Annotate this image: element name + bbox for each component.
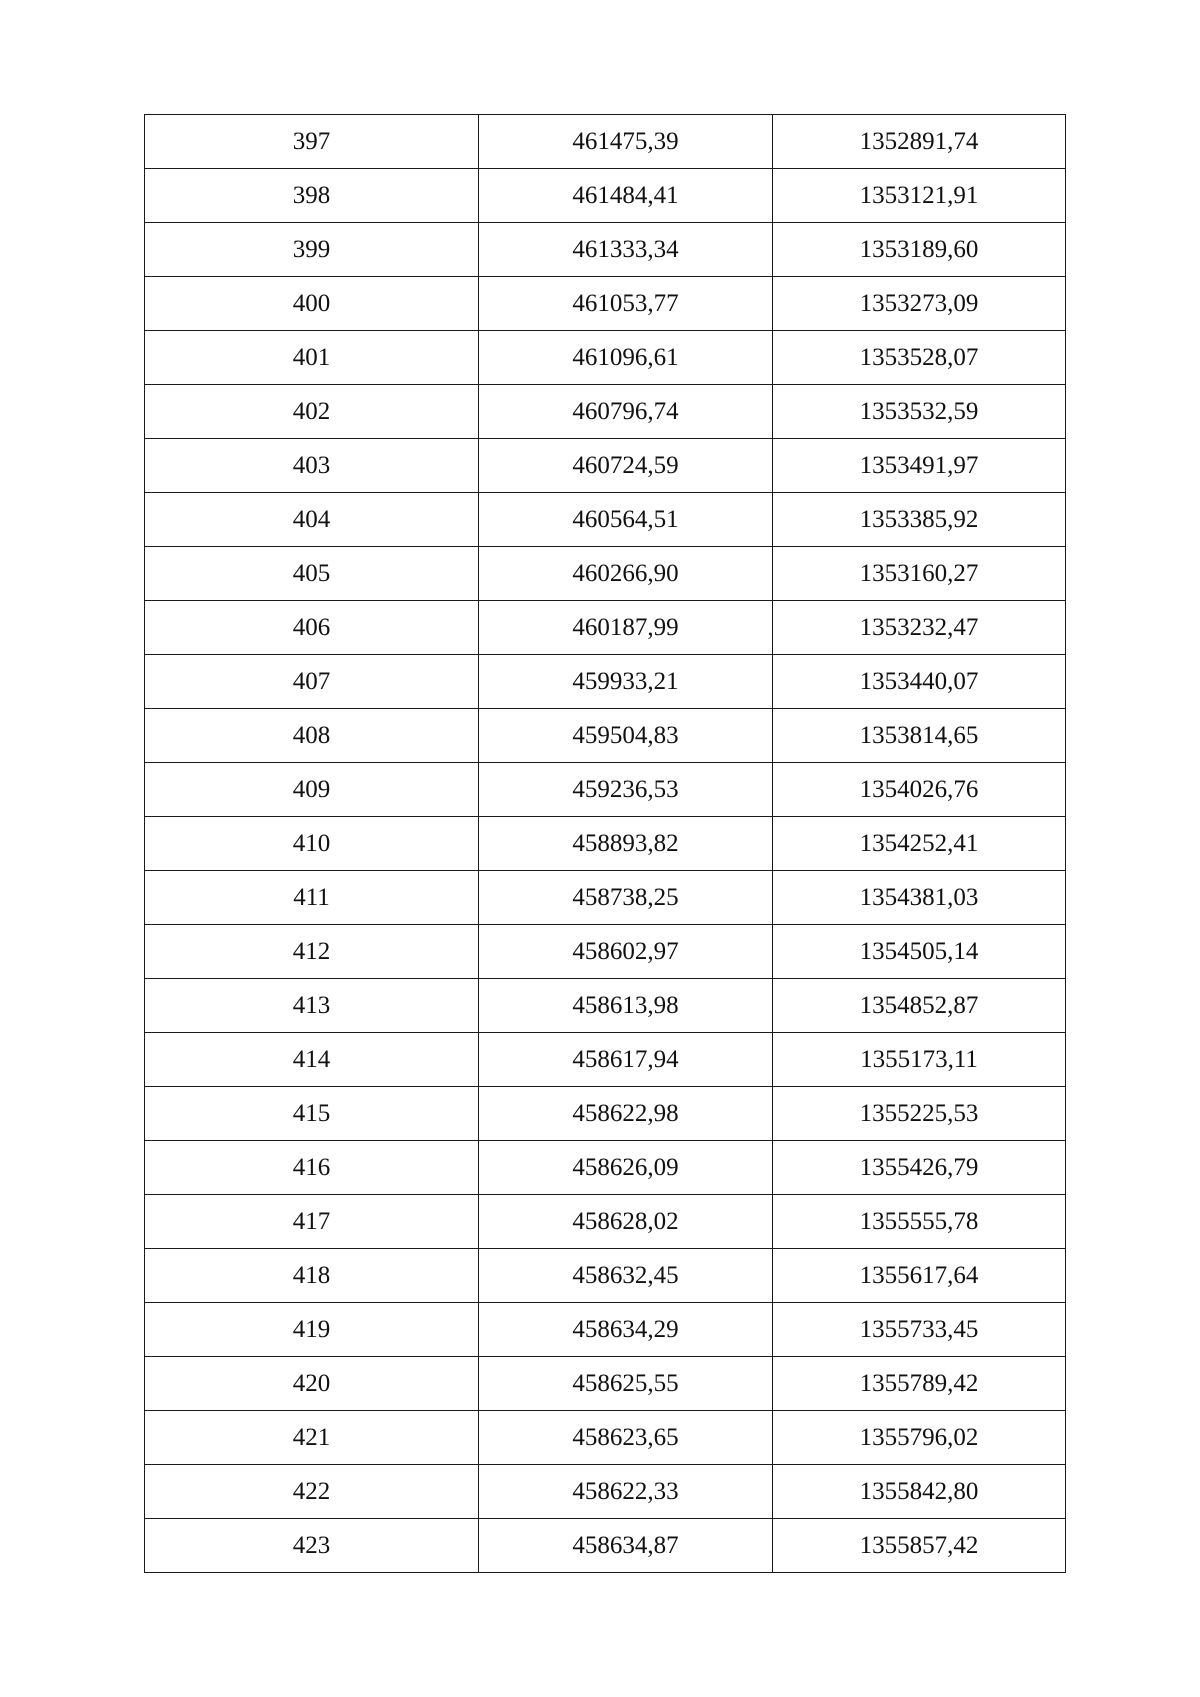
table-row <box>145 655 1066 709</box>
table-row <box>145 1357 1066 1411</box>
x-coordinate-cell: 458634,29 <box>479 1303 773 1357</box>
y-coordinate-cell: 1354026,76 <box>773 763 1066 817</box>
y-coordinate-cell: 1354852,87 <box>773 979 1066 1033</box>
x-coordinate-cell: 458625,55 <box>479 1357 773 1411</box>
table-row <box>145 763 1066 817</box>
x-coordinate-cell: 458623,65 <box>479 1411 773 1465</box>
y-coordinate-cell: 1354381,03 <box>773 871 1066 925</box>
point-number-cell: 413 <box>145 979 479 1033</box>
point-number-cell: 411 <box>145 871 479 925</box>
x-coordinate-cell: 459933,21 <box>479 655 773 709</box>
table-row <box>145 871 1066 925</box>
point-number-cell: 417 <box>145 1195 479 1249</box>
point-number-cell: 397 <box>145 115 479 169</box>
y-coordinate-cell: 1355426,79 <box>773 1141 1066 1195</box>
table-row <box>145 1195 1066 1249</box>
table-row <box>145 331 1066 385</box>
x-coordinate-cell: 460187,99 <box>479 601 773 655</box>
point-number-cell: 403 <box>145 439 479 493</box>
table-row <box>145 1033 1066 1087</box>
x-coordinate-cell: 458622,33 <box>479 1465 773 1519</box>
y-coordinate-cell: 1355857,42 <box>773 1519 1066 1573</box>
y-coordinate-cell: 1355225,53 <box>773 1087 1066 1141</box>
x-coordinate-cell: 461475,39 <box>479 115 773 169</box>
y-coordinate-cell: 1353189,60 <box>773 223 1066 277</box>
point-number-cell: 422 <box>145 1465 479 1519</box>
y-coordinate-cell: 1353532,59 <box>773 385 1066 439</box>
y-coordinate-cell: 1355789,42 <box>773 1357 1066 1411</box>
y-coordinate-cell: 1353273,09 <box>773 277 1066 331</box>
coordinates-table-body <box>145 115 1066 1573</box>
table-row <box>145 169 1066 223</box>
point-number-cell: 407 <box>145 655 479 709</box>
y-coordinate-cell: 1355173,11 <box>773 1033 1066 1087</box>
point-number-cell: 400 <box>145 277 479 331</box>
y-coordinate-cell: 1354505,14 <box>773 925 1066 979</box>
coordinates-table <box>144 114 1066 1573</box>
table-row <box>145 493 1066 547</box>
table-row <box>145 1087 1066 1141</box>
x-coordinate-cell: 459504,83 <box>479 709 773 763</box>
point-number-cell: 410 <box>145 817 479 871</box>
point-number-cell: 401 <box>145 331 479 385</box>
point-number-cell: 405 <box>145 547 479 601</box>
x-coordinate-cell: 461096,61 <box>479 331 773 385</box>
y-coordinate-cell: 1355842,80 <box>773 1465 1066 1519</box>
y-coordinate-cell: 1352891,74 <box>773 115 1066 169</box>
table-row <box>145 385 1066 439</box>
y-coordinate-cell: 1353491,97 <box>773 439 1066 493</box>
table-row <box>145 817 1066 871</box>
table-row <box>145 115 1066 169</box>
y-coordinate-cell: 1355796,02 <box>773 1411 1066 1465</box>
point-number-cell: 416 <box>145 1141 479 1195</box>
x-coordinate-cell: 458893,82 <box>479 817 773 871</box>
y-coordinate-cell: 1353385,92 <box>773 493 1066 547</box>
x-coordinate-cell: 461484,41 <box>479 169 773 223</box>
table-row <box>145 223 1066 277</box>
y-coordinate-cell: 1353121,91 <box>773 169 1066 223</box>
x-coordinate-cell: 459236,53 <box>479 763 773 817</box>
point-number-cell: 420 <box>145 1357 479 1411</box>
table-row <box>145 439 1066 493</box>
x-coordinate-cell: 461333,34 <box>479 223 773 277</box>
x-coordinate-cell: 458622,98 <box>479 1087 773 1141</box>
y-coordinate-cell: 1355617,64 <box>773 1249 1066 1303</box>
table-row <box>145 1141 1066 1195</box>
point-number-cell: 404 <box>145 493 479 547</box>
point-number-cell: 408 <box>145 709 479 763</box>
y-coordinate-cell: 1353814,65 <box>773 709 1066 763</box>
y-coordinate-cell: 1353160,27 <box>773 547 1066 601</box>
point-number-cell: 415 <box>145 1087 479 1141</box>
y-coordinate-cell: 1353528,07 <box>773 331 1066 385</box>
y-coordinate-cell: 1354252,41 <box>773 817 1066 871</box>
table-row <box>145 1411 1066 1465</box>
y-coordinate-cell: 1353232,47 <box>773 601 1066 655</box>
point-number-cell: 414 <box>145 1033 479 1087</box>
table-row <box>145 709 1066 763</box>
x-coordinate-cell: 461053,77 <box>479 277 773 331</box>
table-row <box>145 1519 1066 1573</box>
table-row <box>145 1249 1066 1303</box>
x-coordinate-cell: 458617,94 <box>479 1033 773 1087</box>
x-coordinate-cell: 458626,09 <box>479 1141 773 1195</box>
x-coordinate-cell: 458628,02 <box>479 1195 773 1249</box>
table-row <box>145 1465 1066 1519</box>
x-coordinate-cell: 460564,51 <box>479 493 773 547</box>
x-coordinate-cell: 458738,25 <box>479 871 773 925</box>
table-row <box>145 547 1066 601</box>
table-row <box>145 1303 1066 1357</box>
point-number-cell: 412 <box>145 925 479 979</box>
point-number-cell: 423 <box>145 1519 479 1573</box>
table-row <box>145 277 1066 331</box>
point-number-cell: 418 <box>145 1249 479 1303</box>
y-coordinate-cell: 1353440,07 <box>773 655 1066 709</box>
table-row <box>145 925 1066 979</box>
table-row <box>145 601 1066 655</box>
point-number-cell: 398 <box>145 169 479 223</box>
point-number-cell: 409 <box>145 763 479 817</box>
table-row <box>145 979 1066 1033</box>
x-coordinate-cell: 460266,90 <box>479 547 773 601</box>
point-number-cell: 419 <box>145 1303 479 1357</box>
point-number-cell: 402 <box>145 385 479 439</box>
point-number-cell: 421 <box>145 1411 479 1465</box>
x-coordinate-cell: 458602,97 <box>479 925 773 979</box>
x-coordinate-cell: 458634,87 <box>479 1519 773 1573</box>
x-coordinate-cell: 458632,45 <box>479 1249 773 1303</box>
x-coordinate-cell: 460796,74 <box>479 385 773 439</box>
y-coordinate-cell: 1355733,45 <box>773 1303 1066 1357</box>
x-coordinate-cell: 458613,98 <box>479 979 773 1033</box>
x-coordinate-cell: 460724,59 <box>479 439 773 493</box>
y-coordinate-cell: 1355555,78 <box>773 1195 1066 1249</box>
point-number-cell: 399 <box>145 223 479 277</box>
point-number-cell: 406 <box>145 601 479 655</box>
